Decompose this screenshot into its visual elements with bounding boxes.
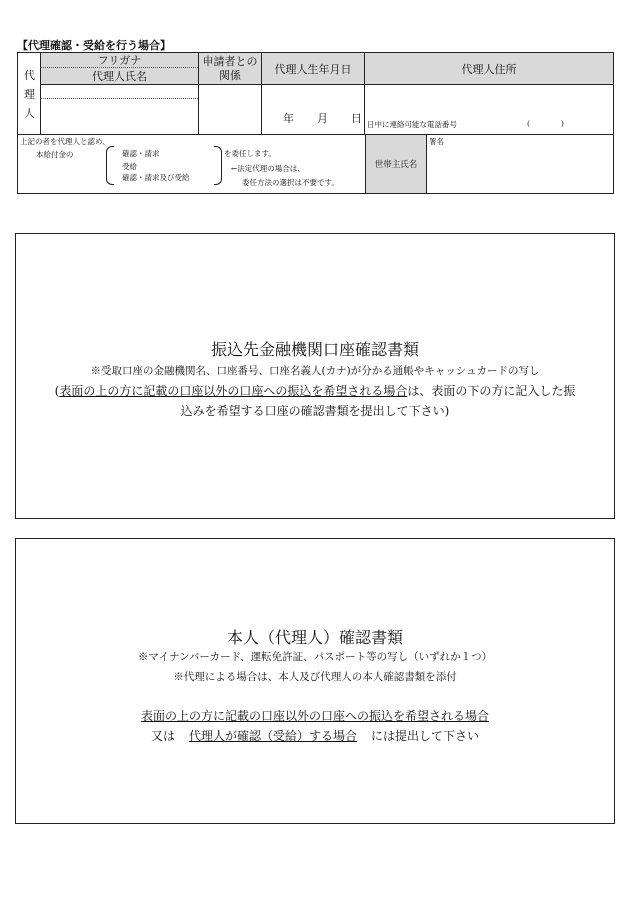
agent-name-header: 代理人氏名 <box>40 67 198 84</box>
delegation-line1: 上記の者を代理人と認め、 <box>20 137 110 146</box>
identity-docs-title: 本人（代理人）確認書類 <box>226 628 403 647</box>
furigana-header: フリガナ <box>40 53 198 67</box>
bank-docs-title: 振込先金融機関口座確認書類 <box>210 340 419 359</box>
section-title: 【代理確認・受給を行う場合】 <box>17 39 171 52</box>
signature-field[interactable] <box>426 135 613 193</box>
option-confirm-claim-receive[interactable]: 確認・請求及び受給 <box>122 173 190 182</box>
relation-header: 申請者との 関係 <box>198 53 261 84</box>
birthdate-header: 代理人生年月日 <box>261 53 364 84</box>
identity-docs-condition2: 又は 代理人が確認（受給）する場合 には提出して下さい <box>150 729 480 743</box>
option-confirm-claim[interactable]: 確認・請求 <box>122 149 160 158</box>
agent-table <box>17 52 614 135</box>
furigana-input[interactable] <box>40 84 198 98</box>
delegation-section <box>17 135 614 194</box>
legal-agent-note2: 委任方法の選択は不要です。 <box>242 178 339 187</box>
agent-name-input[interactable] <box>40 98 198 134</box>
bank-account-docs-box[interactable] <box>15 233 615 519</box>
bank-docs-instruction-line1: (表面の上の方に記載の口座以外の口座への振込を希望される場合は、表面の下の方に記入した振 <box>54 384 576 398</box>
relation-input[interactable] <box>198 84 261 134</box>
bank-docs-note: ※受取口座の金融機関名、口座番号、口座名義人(カナ)が分かる通帳やキャッシュカードの写し <box>90 365 540 377</box>
legal-agent-note1: ←法定代理の場合は、 <box>231 164 305 173</box>
signature-label: 署名 <box>429 137 444 146</box>
householder-label: 世帯主氏名 <box>365 135 426 193</box>
identity-docs-box[interactable] <box>15 538 615 824</box>
agent-side-label: 代 理 人 <box>24 69 35 120</box>
address-header: 代理人住所 <box>364 53 613 84</box>
left-brace <box>106 146 114 185</box>
identity-docs-note2: ※代理による場合は、本人及び代理人の本人確認書類を添付 <box>173 671 457 683</box>
address-input[interactable]: 日中に連絡可能な電話番号 ( ) <box>364 84 613 134</box>
option-receive[interactable]: 受給 <box>122 162 137 171</box>
identity-docs-note1: ※マイナンバーカード、運転免許証、パスポート等の写し（いずれか１つ） <box>137 651 493 663</box>
birthdate-input[interactable]: 年 月 日 <box>261 84 364 134</box>
bank-docs-instruction-line2: 込みを希望する口座の確認書類を提出して下さい) <box>180 404 450 418</box>
identity-docs-condition1: 表面の上の方に記載の口座以外の口座への振込を希望される場合 <box>140 709 489 723</box>
delegation-line2: 本給付金の <box>36 150 74 159</box>
entrust-text: を委任します。 <box>224 149 276 158</box>
right-brace <box>214 146 222 185</box>
phone-label: 日中に連絡可能な電話番号 <box>367 120 457 129</box>
